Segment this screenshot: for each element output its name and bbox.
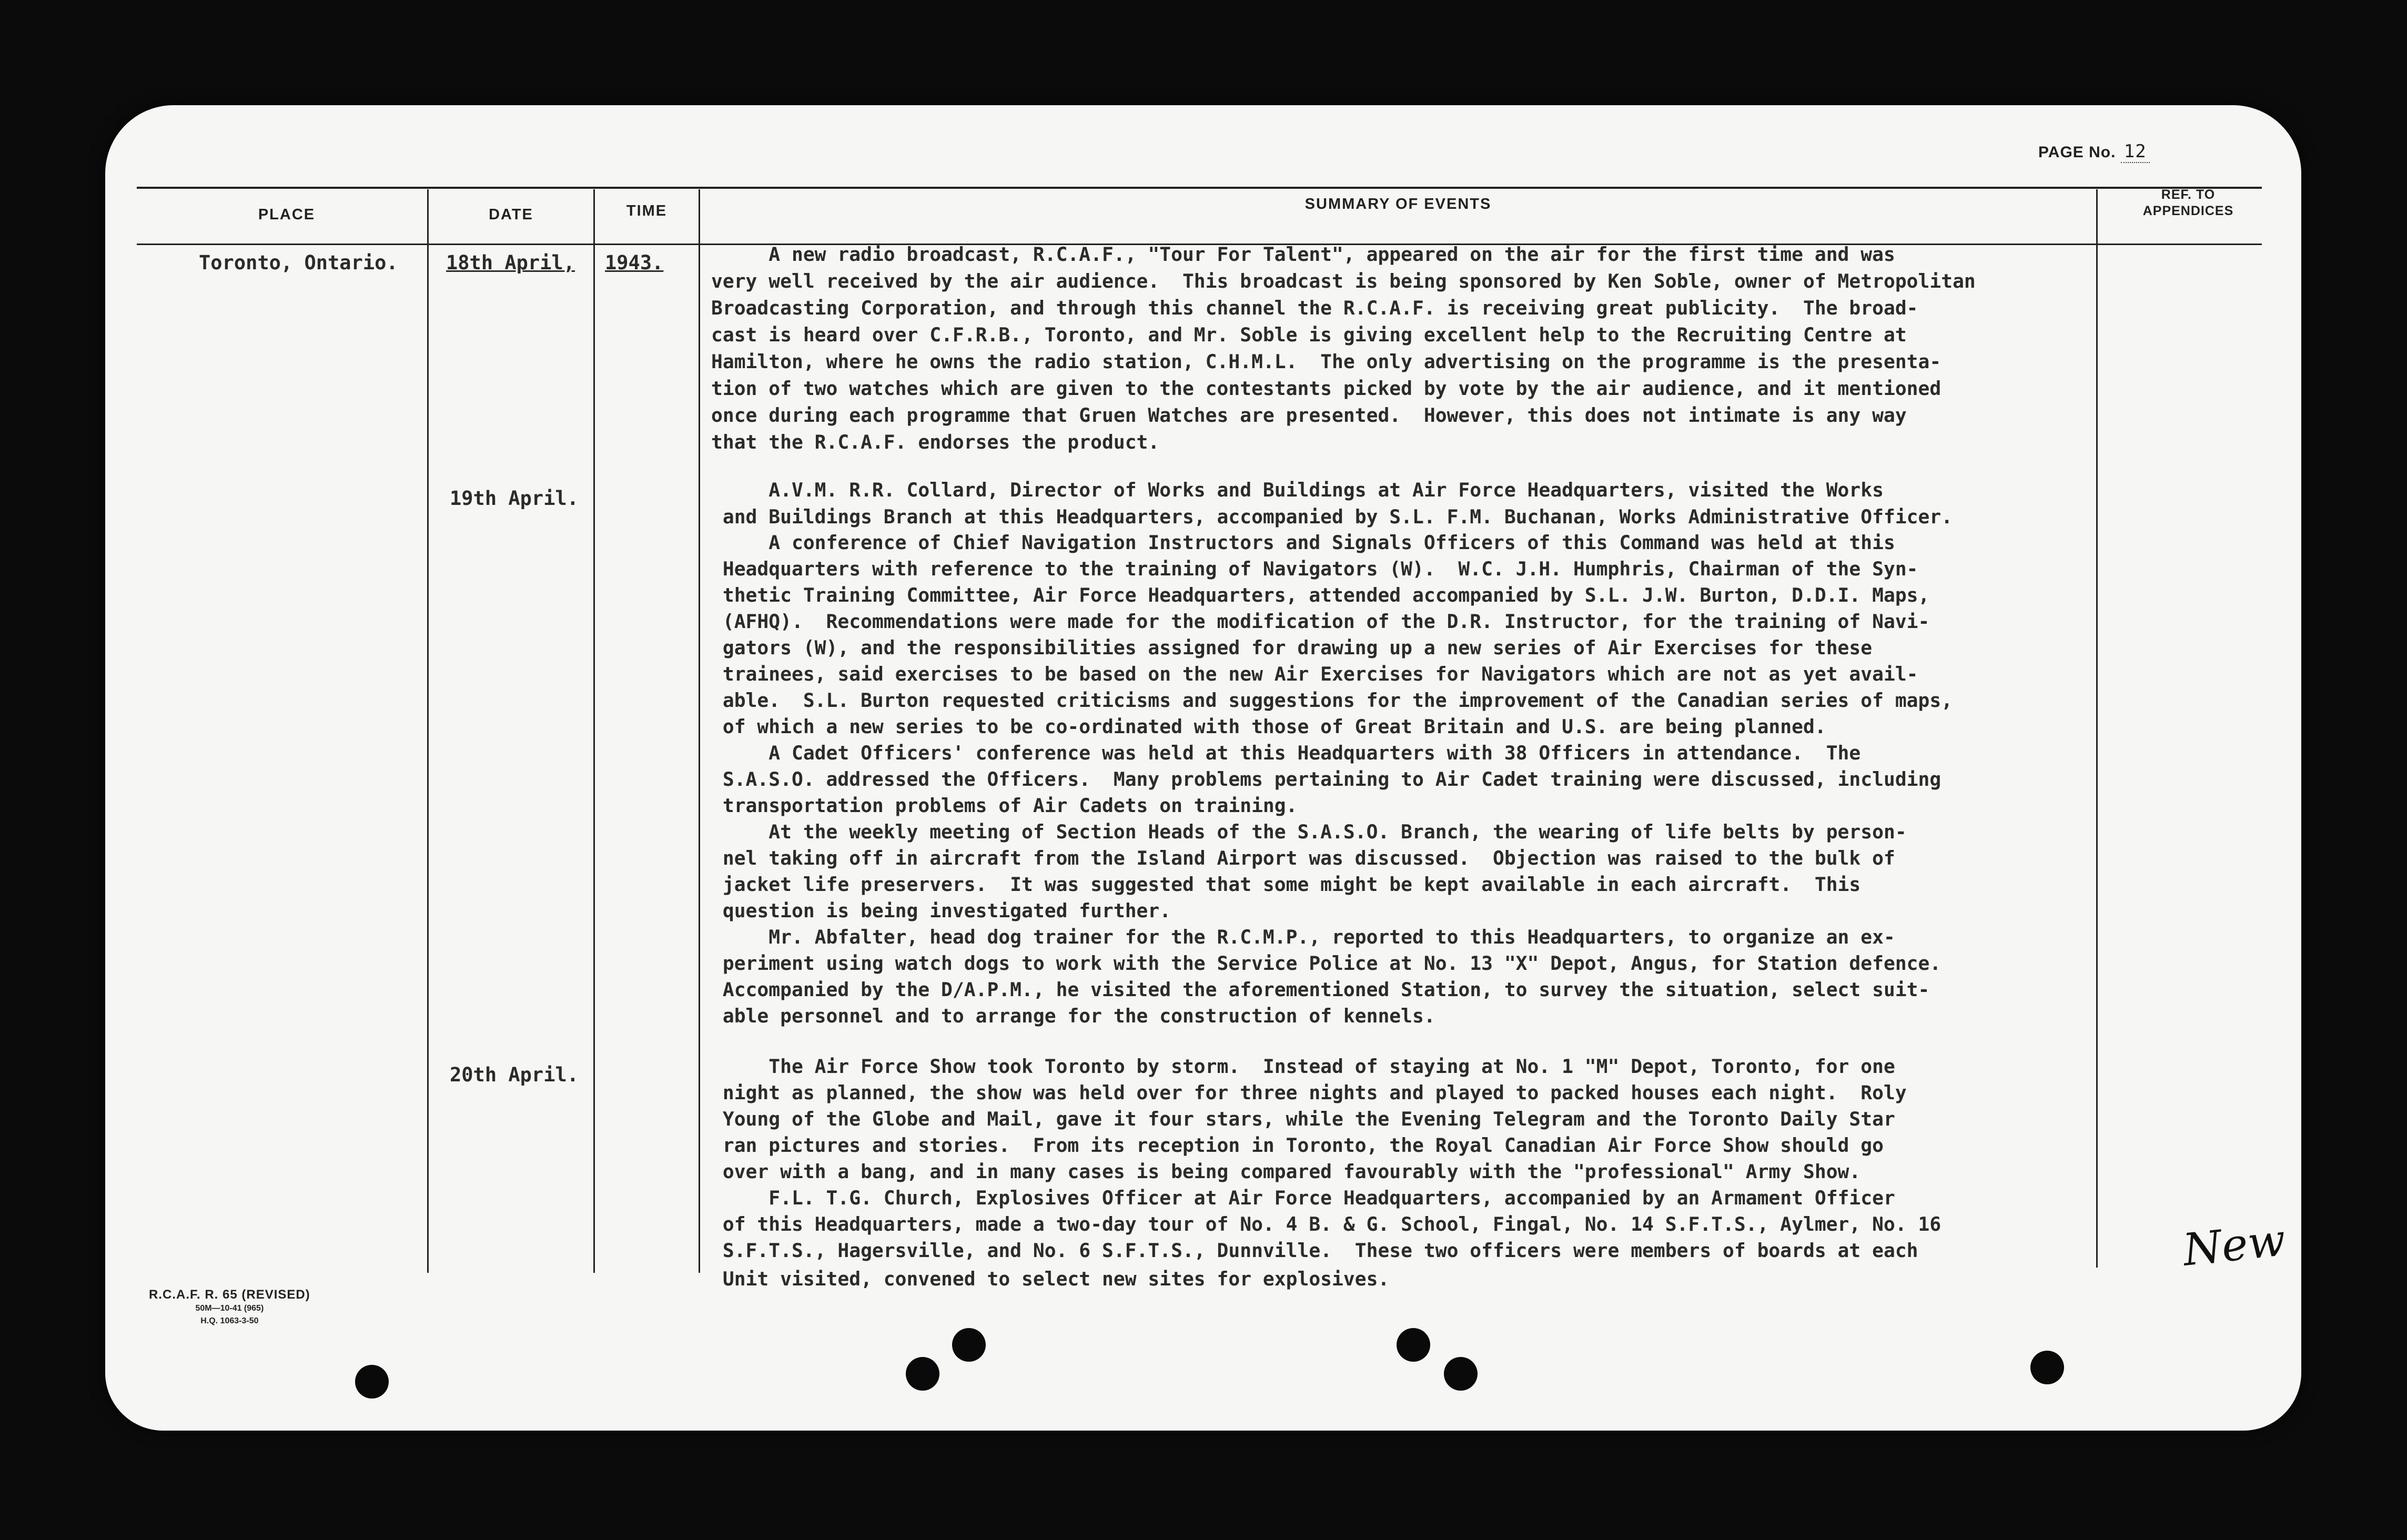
- summary-line: A.V.M. R.R. Collard, Director of Works and Buildings at Air Force Headquarters, visited the Works: [711, 479, 1884, 501]
- column-divider: [699, 189, 700, 1273]
- punch-hole: [906, 1357, 939, 1391]
- header-summary: SUMMARY OF EVENTS: [1304, 196, 1492, 212]
- place-cell: Toronto, Ontario.: [199, 251, 398, 274]
- column-divider: [2096, 189, 2098, 1268]
- summary-line: trainees, said exercises to be based on the new Air Exercises for Navigators which are not as yet avail-: [711, 663, 1918, 685]
- summary-line: The Air Force Show took Toronto by storm. Instead of staying at No. 1 "M" Depot, Toronto, for one: [711, 1055, 1895, 1078]
- summary-line: question is being investigated further.: [711, 899, 1171, 922]
- summary-line: night as planned, the show was held over for three nights and played to packed houses each night. Roly: [711, 1081, 1907, 1104]
- summary-line: Broadcasting Corporation, and through this channel the R.C.A.F. is receiving great publicity. The broad-: [711, 297, 1918, 319]
- date-cell: 19th April.: [450, 487, 579, 510]
- header-date: DATE: [489, 206, 533, 223]
- summary-line: S.F.T.S., Hagersville, and No. 6 S.F.T.S., Dunnville. These two officers were members of boards at each: [711, 1239, 1918, 1262]
- form-identifier: [149, 1288, 310, 1328]
- column-divider: [427, 189, 429, 1273]
- summary-line: Hamilton, where he owns the radio station, C.H.M.L. The only advertising on the programme is the presenta-: [711, 350, 1941, 373]
- form-number: R.C.A.F. R. 65 (REVISED): [149, 1288, 310, 1302]
- summary-line: that the R.C.A.F. endorses the product.: [711, 431, 1160, 453]
- summary-line: of this Headquarters, made a two-day tour of No. 4 B. & G. School, Fingal, No. 14 S.F.T.S., Aylmer, No. 16: [711, 1213, 1941, 1235]
- summary-line: periment using watch dogs to work with the Service Police at No. 13 "X" Depot, Angus, for Station defence.: [711, 952, 1941, 975]
- header-ref-appendices: REF. TO APPENDICES: [2142, 187, 2234, 218]
- header-time: TIME: [626, 202, 668, 219]
- summary-line: cast is heard over C.F.R.B., Toronto, and Mr. Soble is giving excellent help to the Recruiting Centre at: [711, 323, 1907, 346]
- summary-line: transportation problems of Air Cadets on training.: [711, 794, 1298, 817]
- summary-line: jacket life preservers. It was suggested that some might be kept available in each aircraft. This: [711, 873, 1861, 896]
- summary-line: (AFHQ). Recommendations were made for the modification of the D.R. Instructor, for the training of Navi-: [711, 610, 1930, 633]
- summary-line: Unit visited, convened to select new sites for explosives.: [711, 1268, 1390, 1290]
- summary-line: able. S.L. Burton requested criticisms and suggestions for the improvement of the Canadian series of maps,: [711, 689, 1953, 712]
- summary-line: nel taking off in aircraft from the Island Airport was discussed. Objection was raised to the bulk of: [711, 847, 1895, 869]
- punch-hole: [2030, 1351, 2064, 1384]
- summary-line: Headquarters with reference to the training of Navigators (W). W.C. J.H. Humphris, Chairman of the Syn-: [711, 558, 1918, 580]
- summary-line: A Cadet Officers' conference was held at this Headquarters with 38 Officers in attendance. The: [711, 742, 1861, 764]
- summary-line: A conference of Chief Navigation Instructors and Signals Officers of this Command was held at this: [711, 531, 1895, 554]
- handwritten-note: New: [2180, 1214, 2288, 1276]
- summary-line: At the weekly meeting of Section Heads of the S.A.S.O. Branch, the wearing of life belts by person-: [711, 820, 1907, 843]
- date-cell: 18th April,: [446, 251, 575, 274]
- punch-hole: [952, 1328, 986, 1362]
- page-number-value: 12: [2121, 141, 2150, 163]
- punch-hole: [1397, 1328, 1430, 1362]
- summary-line: A new radio broadcast, R.C.A.F., "Tour For Talent", appeared on the air for the first time and was: [711, 243, 1895, 266]
- summary-line: of which a new series to be co-ordinated with those of Great Britain and U.S. are being planned.: [711, 715, 1826, 738]
- summary-line: able personnel and to arrange for the construction of kennels.: [711, 1005, 1435, 1027]
- summary-line: gators (W), and the responsibilities assigned for drawing up a new series of Air Exercises for these: [711, 636, 1873, 659]
- time-cell: 1943.: [605, 251, 664, 274]
- form-hq-ref: H.Q. 1063-3-50: [200, 1316, 259, 1325]
- page-number-label: PAGE No.: [2038, 144, 2116, 161]
- summary-line: Young of the Globe and Mail, gave it four stars, while the Evening Telegram and the Toronto Daily Star: [711, 1108, 1895, 1130]
- summary-line: thetic Training Committee, Air Force Headquarters, attended accompanied by S.L. J.W. Burton, D.D.I. Maps,: [711, 584, 1930, 606]
- punch-hole: [355, 1365, 389, 1399]
- form-print-run: 50M—10-41 (965): [195, 1304, 264, 1313]
- summary-line: Mr. Abfalter, head dog trainer for the R.C.M.P., reported to this Headquarters, to organize an ex-: [711, 926, 1895, 948]
- punch-hole: [1444, 1357, 1478, 1391]
- summary-line: Accompanied by the D/A.P.M., he visited the aforementioned Station, to survey the situation, select suit-: [711, 978, 1930, 1001]
- header-place: PLACE: [258, 206, 316, 223]
- table-top-rule: [137, 187, 2262, 189]
- column-divider: [593, 189, 595, 1273]
- date-cell: 20th April.: [450, 1063, 579, 1086]
- page-number: [2038, 141, 2150, 162]
- summary-line: tion of two watches which are given to the contestants picked by vote by the air audience, and it mentioned: [711, 377, 1941, 400]
- summary-line: F.L. T.G. Church, Explosives Officer at Air Force Headquarters, accompanied by an Armament Officer: [711, 1187, 1895, 1209]
- summary-line: and Buildings Branch at this Headquarters, accompanied by S.L. F.M. Buchanan, Works Administrative Officer.: [711, 505, 1953, 528]
- summary-line: once during each programme that Gruen Watches are presented. However, this does not intimate is any way: [711, 404, 1907, 427]
- summary-line: S.A.S.O. addressed the Officers. Many problems pertaining to Air Cadet training were discussed, including: [711, 768, 1941, 791]
- summary-line: over with a bang, and in many cases is being compared favourably with the "professional" Army Show.: [711, 1160, 1861, 1183]
- summary-line: very well received by the air audience. This broadcast is being sponsored by Ken Soble, owner of Metropolitan: [711, 270, 1976, 292]
- summary-line: ran pictures and stories. From its reception in Toronto, the Royal Canadian Air Force Show should go: [711, 1134, 1884, 1157]
